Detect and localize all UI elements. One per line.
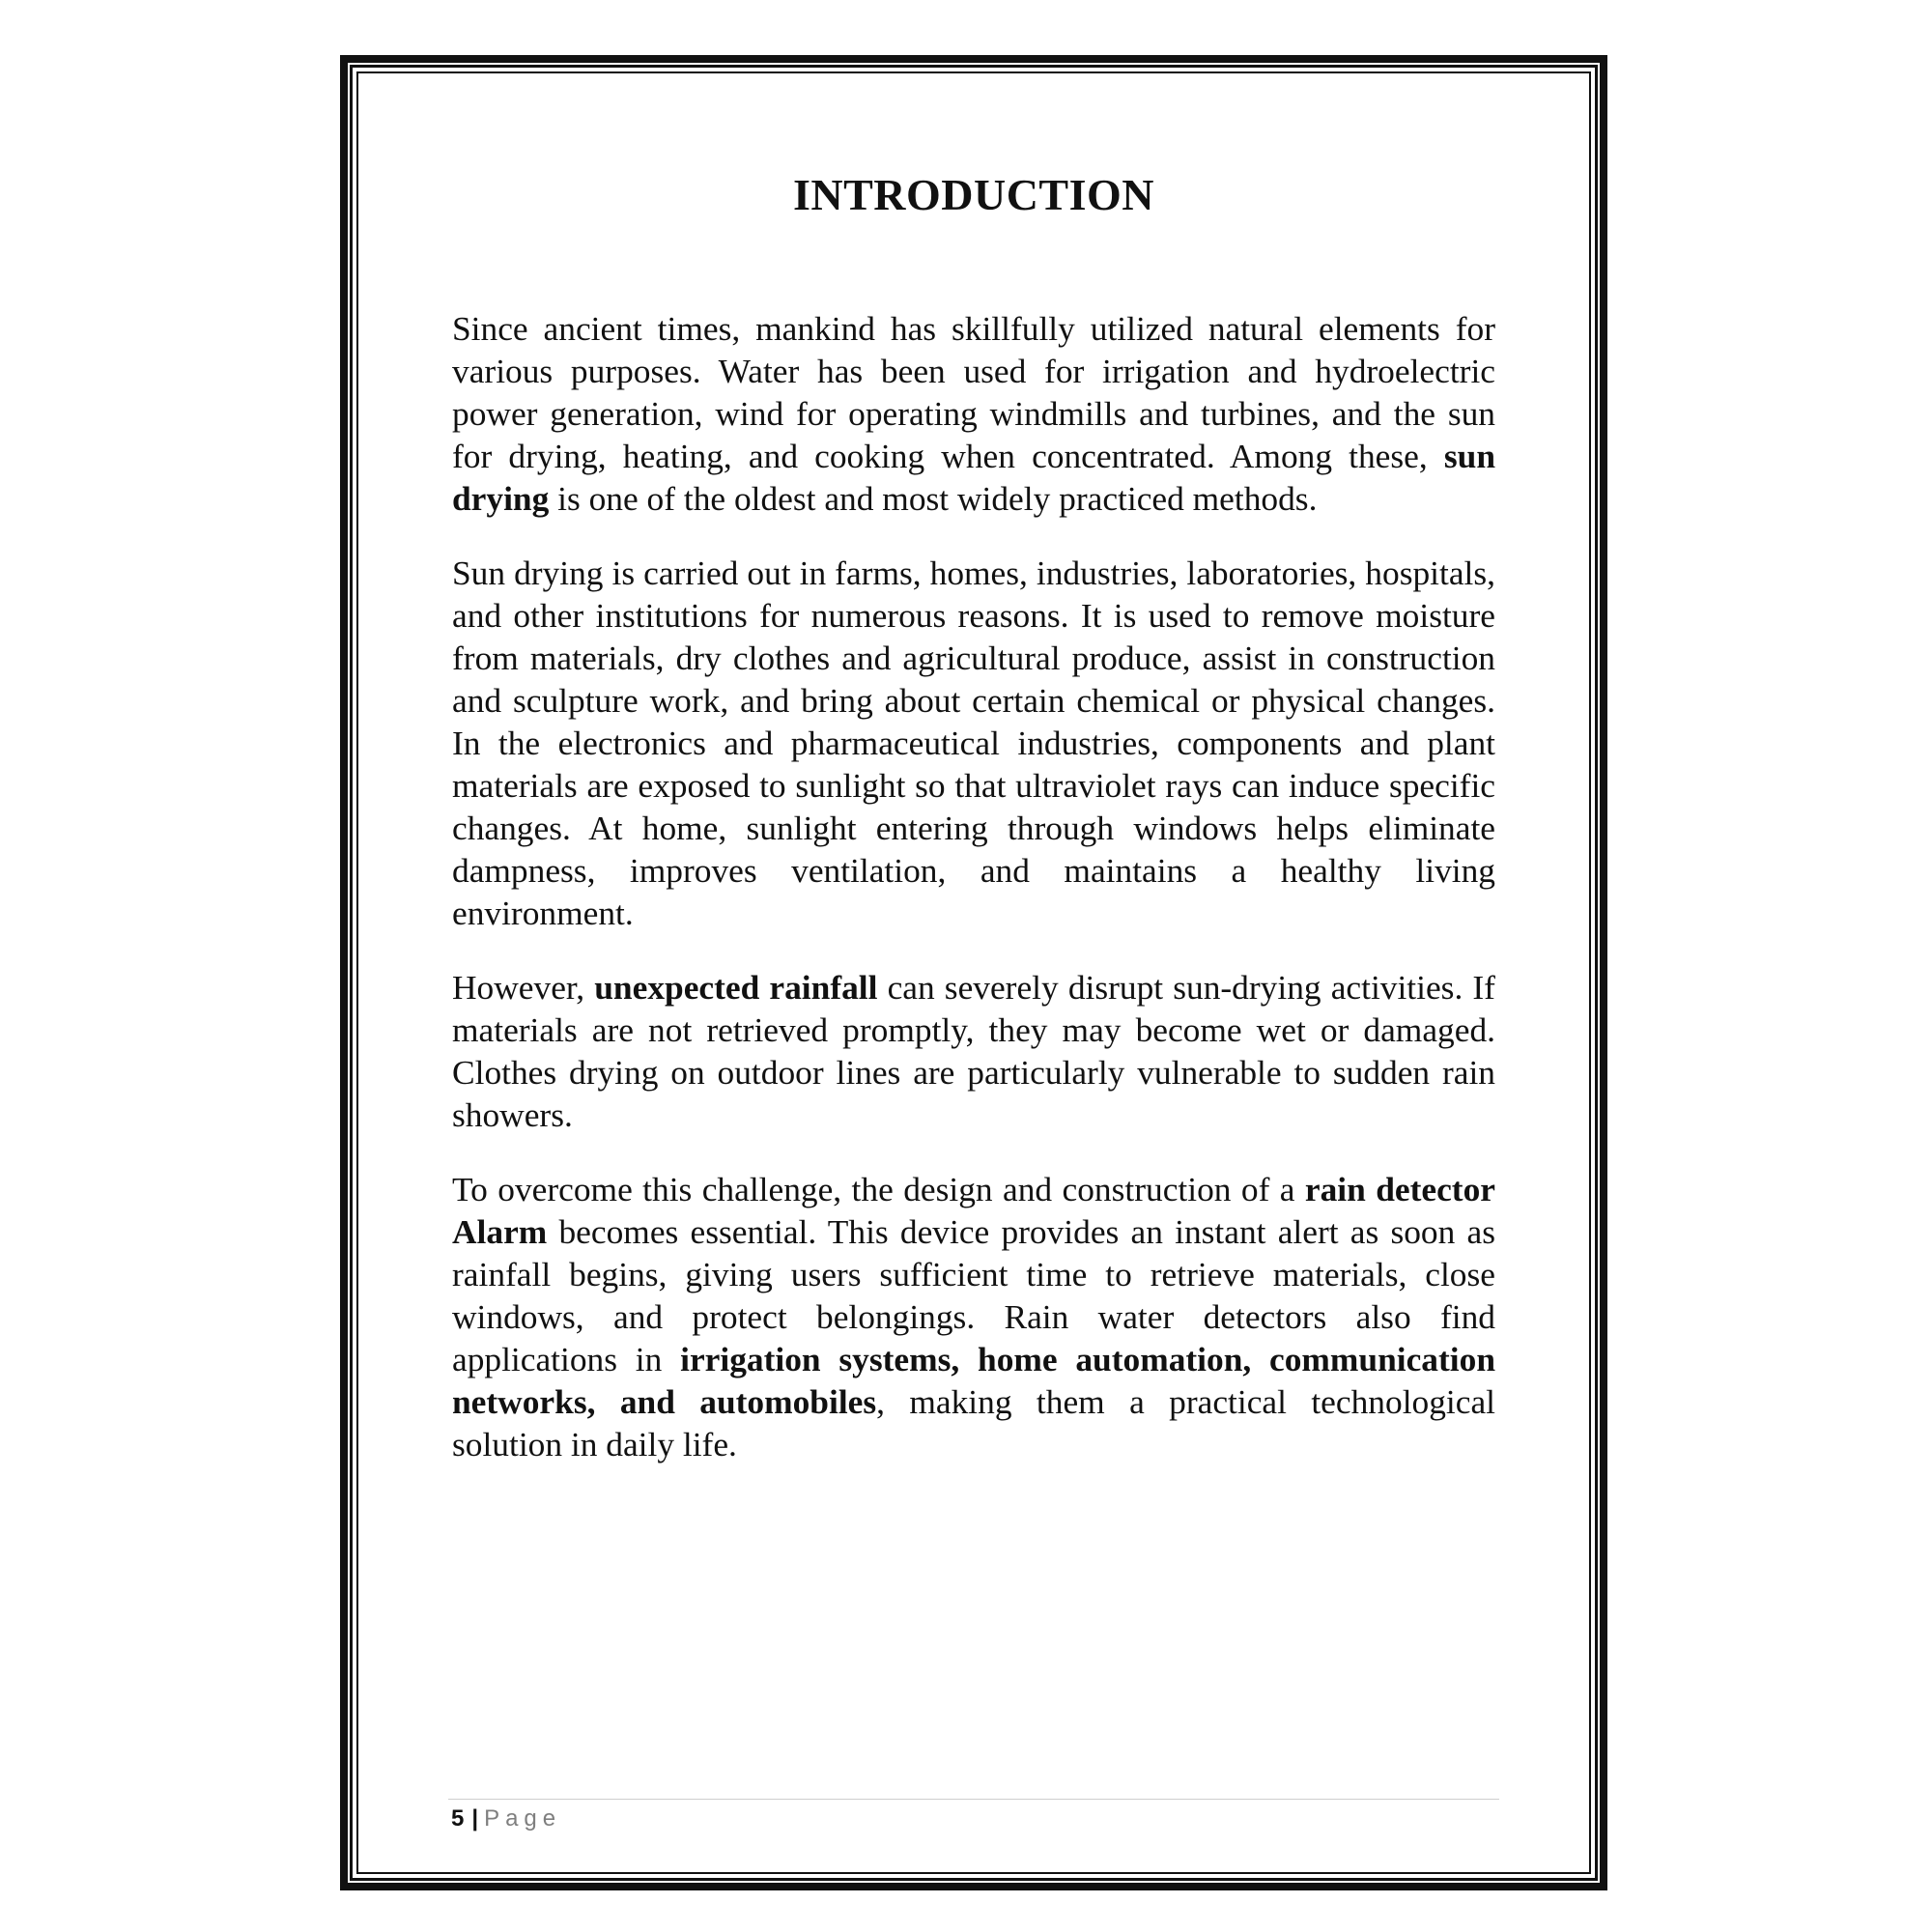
body-text	[452, 307, 1495, 1497]
page-title: INTRODUCTION	[792, 170, 1155, 219]
emphasis-unexpected-rainfall: unexpected rainfall	[594, 968, 878, 1007]
page-label: Page	[484, 1805, 562, 1832]
paragraph	[452, 966, 1495, 1136]
text-segment: , making them a practical technological solution in daily life.	[452, 1382, 1495, 1463]
text-segment: Since ancient times, mankind has skillfully utilized natural elements for various purposes. Water has been used for irrigation and hydroelectric power generation, wind for operating windmills and turbines, and the sun for drying, heating, and cooking when concentrated. Among these,	[452, 309, 1495, 475]
footer-separator: |	[471, 1805, 479, 1832]
page-number: 5	[451, 1805, 465, 1832]
paragraph	[452, 307, 1495, 520]
text-segment: can severely disrupt sun-drying activities. If materials are not retrieved promptly, they may become wet or damaged. Clothes drying on outdoor lines are particularly vulnerable to sudden rain showers.	[452, 968, 1495, 1134]
emphasis-sun-drying: sun drying	[452, 437, 1495, 518]
page-footer	[451, 1804, 561, 1833]
footer-divider	[448, 1799, 1499, 1800]
emphasis-applications: irrigation systems, home automation, communication networks, and automobiles	[452, 1340, 1495, 1421]
text-segment: However,	[452, 968, 595, 1007]
paragraph	[452, 1168, 1495, 1465]
text-segment: Sun drying is carried out in farms, homes, industries, laboratories, hospitals, and other institutions for numerous reasons. It is used to remove moisture from materials, dry clothes and agricultural produce, assist in construction and sculpture work, and bring about certain chemical or physical changes. In the electronics and pharmaceutical industries, components and plant materials are exposed to sunlight so that ultraviolet rays can induce specific changes. At home, sunlight entering through windows helps eliminate dampness, improves ventilation, and maintains a healthy living environment.	[452, 554, 1495, 932]
text-segment: becomes essential. This device provides an instant alert as soon as rainfall begins, giving users sufficient time to retrieve materials, close windows, and protect belongings. Rain water detectors also find applications in	[452, 1212, 1495, 1378]
text-segment: To overcome this challenge, the design and construction of a	[452, 1170, 1305, 1208]
text-segment: is one of the oldest and most widely practiced methods.	[549, 479, 1318, 518]
paragraph	[452, 552, 1495, 934]
emphasis-rain-detector-alarm: rain detector Alarm	[452, 1170, 1495, 1251]
